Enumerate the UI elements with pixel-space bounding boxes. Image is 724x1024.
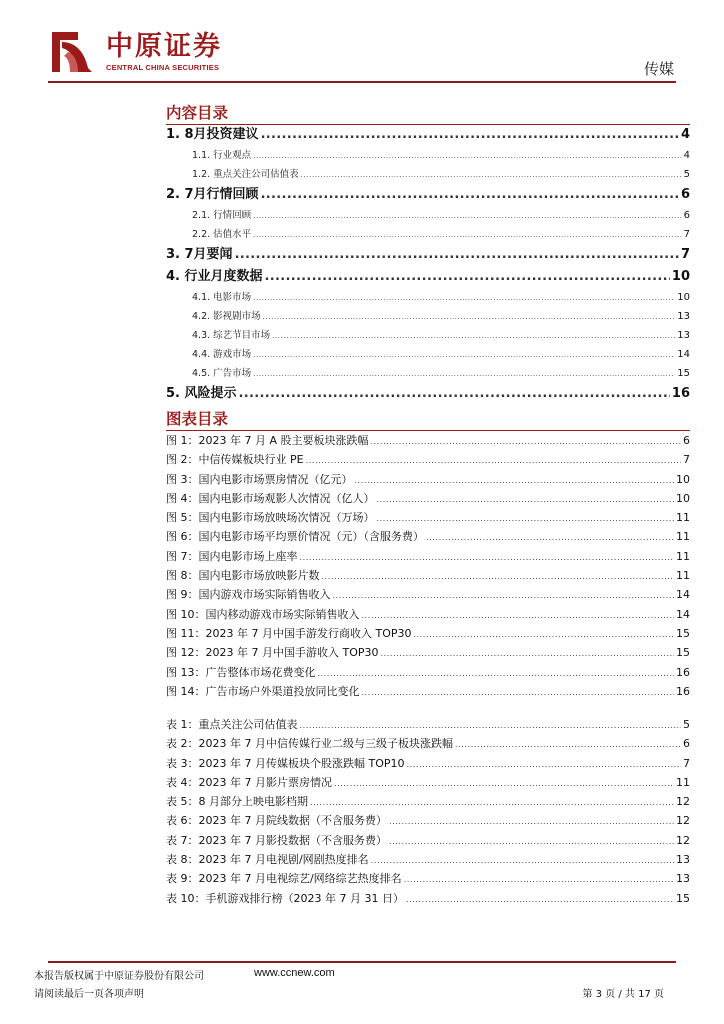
dot-leader xyxy=(261,184,679,206)
table-list-entry[interactable] xyxy=(166,889,690,908)
dot-leader xyxy=(371,851,674,870)
entry-label: 4.1. 电影市场 xyxy=(192,292,252,303)
toc-subsection-entry[interactable] xyxy=(166,146,690,165)
entry-page-number: 10 xyxy=(677,292,690,303)
entry-page-number: 14 xyxy=(676,607,690,621)
dot-leader xyxy=(334,774,674,793)
toc-subsection-entry[interactable] xyxy=(166,225,690,244)
chart-list-entry[interactable] xyxy=(166,663,690,682)
dot-leader xyxy=(406,755,681,774)
chart-list xyxy=(166,431,690,701)
entry-label: 4.4. 游戏市场 xyxy=(192,349,252,360)
entry-label: 4.2. 影视剧市场 xyxy=(192,311,261,322)
entry-page-number: 16 xyxy=(676,684,690,698)
entry-label: 表 2：2023 年 7 月中信传媒行业二级与三级子板块涨跌幅 xyxy=(166,737,453,751)
entry-page-number: 11 xyxy=(676,569,690,583)
dot-leader xyxy=(239,383,670,405)
toc-subsection-entry[interactable] xyxy=(166,206,690,225)
dot-leader xyxy=(406,890,674,909)
dot-leader xyxy=(300,548,675,567)
table-list-entry[interactable] xyxy=(166,715,690,734)
dot-leader xyxy=(253,365,675,384)
dot-leader xyxy=(355,471,675,490)
dot-leader xyxy=(322,567,675,586)
dot-leader xyxy=(301,166,682,185)
entry-page-number: 15 xyxy=(676,891,690,905)
entry-label: 1.1. 行业观点 xyxy=(192,150,252,161)
dot-leader xyxy=(362,683,675,702)
dot-leader xyxy=(265,266,670,288)
chart-list-entry[interactable] xyxy=(166,643,690,662)
dot-leader xyxy=(253,346,675,365)
contents-list xyxy=(166,124,690,405)
entry-page-number: 6 xyxy=(683,210,690,221)
header-divider xyxy=(48,81,676,83)
entry-label: 图 7：国内电影市场上座率 xyxy=(166,549,298,563)
entry-label: 表 8：2023 年 7 月电视剧/网剧热度排名 xyxy=(166,853,369,867)
chart-list-entry[interactable] xyxy=(166,450,690,469)
dot-leader xyxy=(300,716,682,735)
entry-label: 表 4：2023 年 7 月影片票房情况 xyxy=(166,775,332,789)
entry-page-number: 4 xyxy=(680,127,690,142)
entry-page-number: 4 xyxy=(683,150,690,161)
entry-label: 表 3：2023 年 7 月传媒板块个股涨跌幅 TOP10 xyxy=(166,756,405,770)
dot-leader xyxy=(253,147,681,166)
chart-list-entry[interactable] xyxy=(166,566,690,585)
contents-title: 内容目录 xyxy=(166,102,690,125)
entry-page-number: 15 xyxy=(676,626,690,640)
dot-leader xyxy=(235,244,679,266)
entry-page-number: 16 xyxy=(676,665,690,679)
entry-label: 图 13：广告整体市场花费变化 xyxy=(166,665,316,679)
page-header xyxy=(0,0,724,82)
dot-leader xyxy=(318,664,675,683)
entry-label: 图 6：国内电影市场平均票价情况（元）（含服务费） xyxy=(166,530,424,544)
entry-page-number: 13 xyxy=(677,330,690,341)
entry-page-number: 5 xyxy=(683,169,690,180)
dot-leader xyxy=(389,812,674,831)
entry-label: 4.5. 广告市场 xyxy=(192,368,252,379)
entry-label: 5. 风险提示 xyxy=(166,386,237,401)
entry-label: 图 1：2023 年 7 月 A 股主要板块涨跌幅 xyxy=(166,434,369,447)
dot-leader xyxy=(362,606,675,625)
table-list-entry[interactable] xyxy=(166,850,690,869)
brand-name-cn: 中原证券 xyxy=(106,31,222,62)
entry-page-number: 11 xyxy=(676,511,690,525)
dot-leader xyxy=(253,289,675,308)
entry-label: 表 10：手机游戏排行榜（2023 年 7 月 31 日） xyxy=(166,891,404,905)
table-list-entry[interactable] xyxy=(166,773,690,792)
website-link[interactable]: www.ccnew.com xyxy=(254,967,335,979)
dot-leader xyxy=(380,644,674,663)
dot-leader xyxy=(455,735,681,754)
sector-label: 传媒 xyxy=(643,60,674,78)
entry-page-number: 10 xyxy=(671,269,690,284)
toc-section-entry[interactable] xyxy=(166,124,690,146)
dot-leader xyxy=(253,226,681,245)
table-list-entry[interactable] xyxy=(166,811,690,830)
entry-page-number: 12 xyxy=(676,833,690,847)
chart-list-entry[interactable] xyxy=(166,547,690,566)
entry-page-number: 7 xyxy=(683,229,690,240)
toc-subsection-entry[interactable] xyxy=(166,345,690,364)
chart-list-entry[interactable] xyxy=(166,470,690,489)
entry-page-number: 11 xyxy=(676,775,690,789)
dot-leader xyxy=(263,308,676,327)
entry-label: 2.2. 估值水平 xyxy=(192,229,252,240)
entry-label: 图 5：国内电影市场放映场次情况（万场） xyxy=(166,511,375,525)
chart-list-entry[interactable] xyxy=(166,489,690,508)
entry-label: 表 9：2023 年 7 月电视综艺/网络综艺热度排名 xyxy=(166,872,402,886)
chart-list-entry[interactable] xyxy=(166,585,690,604)
entry-label: 1.2. 重点关注公司估值表 xyxy=(192,169,299,180)
entry-label: 图 2：中信传媒板块行业 PE xyxy=(166,453,304,467)
entry-label: 图 10：国内移动游戏市场实际销售收入 xyxy=(166,607,360,621)
chart-list-entry[interactable] xyxy=(166,527,690,546)
entry-label: 4.3. 综艺节目市场 xyxy=(192,330,271,341)
chart-list-entry[interactable] xyxy=(166,624,690,643)
table-list-entry[interactable] xyxy=(166,734,690,753)
toc-subsection-entry[interactable] xyxy=(166,364,690,383)
entry-page-number: 13 xyxy=(676,872,690,886)
toc-subsection-entry[interactable] xyxy=(166,307,690,326)
entry-page-number: 7 xyxy=(683,453,690,467)
entry-page-number: 14 xyxy=(677,349,690,360)
entry-label: 图 12：2023 年 7 月中国手游收入 TOP30 xyxy=(166,646,379,660)
dot-leader xyxy=(377,509,675,528)
entry-page-number: 11 xyxy=(676,530,690,544)
entry-label: 表 1：重点关注公司估值表 xyxy=(166,718,298,731)
dot-leader xyxy=(371,432,682,451)
chart-list-entry[interactable] xyxy=(166,605,690,624)
dot-leader xyxy=(426,528,674,547)
dot-leader xyxy=(253,207,681,226)
entry-label: 表 5：8 月部分上映电影档期 xyxy=(166,795,308,809)
entry-page-number: 15 xyxy=(677,368,690,379)
entry-page-number: 7 xyxy=(680,247,690,262)
entry-label: 图 9：国内游戏市场实际销售收入 xyxy=(166,588,331,602)
chart-list-entry[interactable] xyxy=(166,431,690,450)
table-list-entry[interactable] xyxy=(166,869,690,888)
entry-page-number: 6 xyxy=(680,187,690,202)
entry-label: 4. 行业月度数据 xyxy=(166,269,263,284)
dot-leader xyxy=(389,832,674,851)
entry-page-number: 7 xyxy=(683,756,690,770)
entry-label: 2. 7月行情回顾 xyxy=(166,187,259,202)
toc-subsection-entry[interactable] xyxy=(166,165,690,184)
chart-list-entry[interactable] xyxy=(166,682,690,701)
entry-page-number: 15 xyxy=(676,646,690,660)
toc-section-entry[interactable] xyxy=(166,383,690,405)
page-number: 第 3 页 / 共 17 页 xyxy=(582,989,664,1000)
table-list-entry[interactable] xyxy=(166,754,690,773)
figures-title: 图表目录 xyxy=(166,408,690,431)
entry-label: 3. 7月要闻 xyxy=(166,247,233,262)
entry-page-number: 12 xyxy=(676,814,690,828)
toc-section-entry[interactable] xyxy=(166,266,690,288)
table-list xyxy=(166,715,690,908)
toc-section-entry[interactable] xyxy=(166,244,690,266)
entry-page-number: 12 xyxy=(676,795,690,809)
dot-leader xyxy=(272,327,675,346)
toc-subsection-entry[interactable] xyxy=(166,326,690,345)
dot-leader xyxy=(310,793,674,812)
entry-page-number: 5 xyxy=(683,718,690,731)
toc-subsection-entry[interactable] xyxy=(166,288,690,307)
entry-page-number: 13 xyxy=(677,311,690,322)
dot-leader xyxy=(404,870,674,889)
entry-label: 表 6：2023 年 7 月院线数据（不含服务费） xyxy=(166,814,387,828)
table-list-entry[interactable] xyxy=(166,792,690,811)
brand-name-en: CENTRAL CHINA SECURITIES xyxy=(106,63,220,72)
entry-page-number: 6 xyxy=(683,737,690,751)
entry-label: 1. 8月投资建议 xyxy=(166,127,259,142)
dot-leader xyxy=(413,625,674,644)
entry-label: 表 7：2023 年 7 月影投数据（不含服务费） xyxy=(166,833,387,847)
copyright-text: 本报告版权属于中原证券股份有限公司 xyxy=(34,971,204,982)
footer-divider xyxy=(48,961,676,963)
entry-page-number: 10 xyxy=(676,491,690,505)
table-list-entry[interactable] xyxy=(166,831,690,850)
entry-page-number: 14 xyxy=(676,588,690,602)
dot-leader xyxy=(261,124,679,146)
entry-label: 图 3：国内电影市场票房情况（亿元） xyxy=(166,472,353,486)
company-logo-icon xyxy=(48,28,96,76)
chart-list-entry[interactable] xyxy=(166,508,690,527)
entry-label: 2.1. 行情回顾 xyxy=(192,210,252,221)
entry-page-number: 16 xyxy=(671,386,690,401)
entry-label: 图 14：广告市场户外渠道投放同比变化 xyxy=(166,684,360,698)
toc-section-entry[interactable] xyxy=(166,184,690,206)
entry-page-number: 6 xyxy=(683,434,690,447)
entry-label: 图 8：国内电影市场放映影片数 xyxy=(166,569,320,583)
dot-leader xyxy=(377,490,675,509)
entry-label: 图 11：2023 年 7 月中国手游发行商收入 TOP30 xyxy=(166,626,412,640)
entry-page-number: 13 xyxy=(676,853,690,867)
disclaimer-text: 请阅读最后一页各项声明 xyxy=(34,989,144,1000)
dot-leader xyxy=(306,451,681,470)
entry-page-number: 11 xyxy=(676,549,690,563)
dot-leader xyxy=(333,586,675,605)
entry-label: 图 4：国内电影市场观影人次情况（亿人） xyxy=(166,491,375,505)
entry-page-number: 10 xyxy=(676,472,690,486)
